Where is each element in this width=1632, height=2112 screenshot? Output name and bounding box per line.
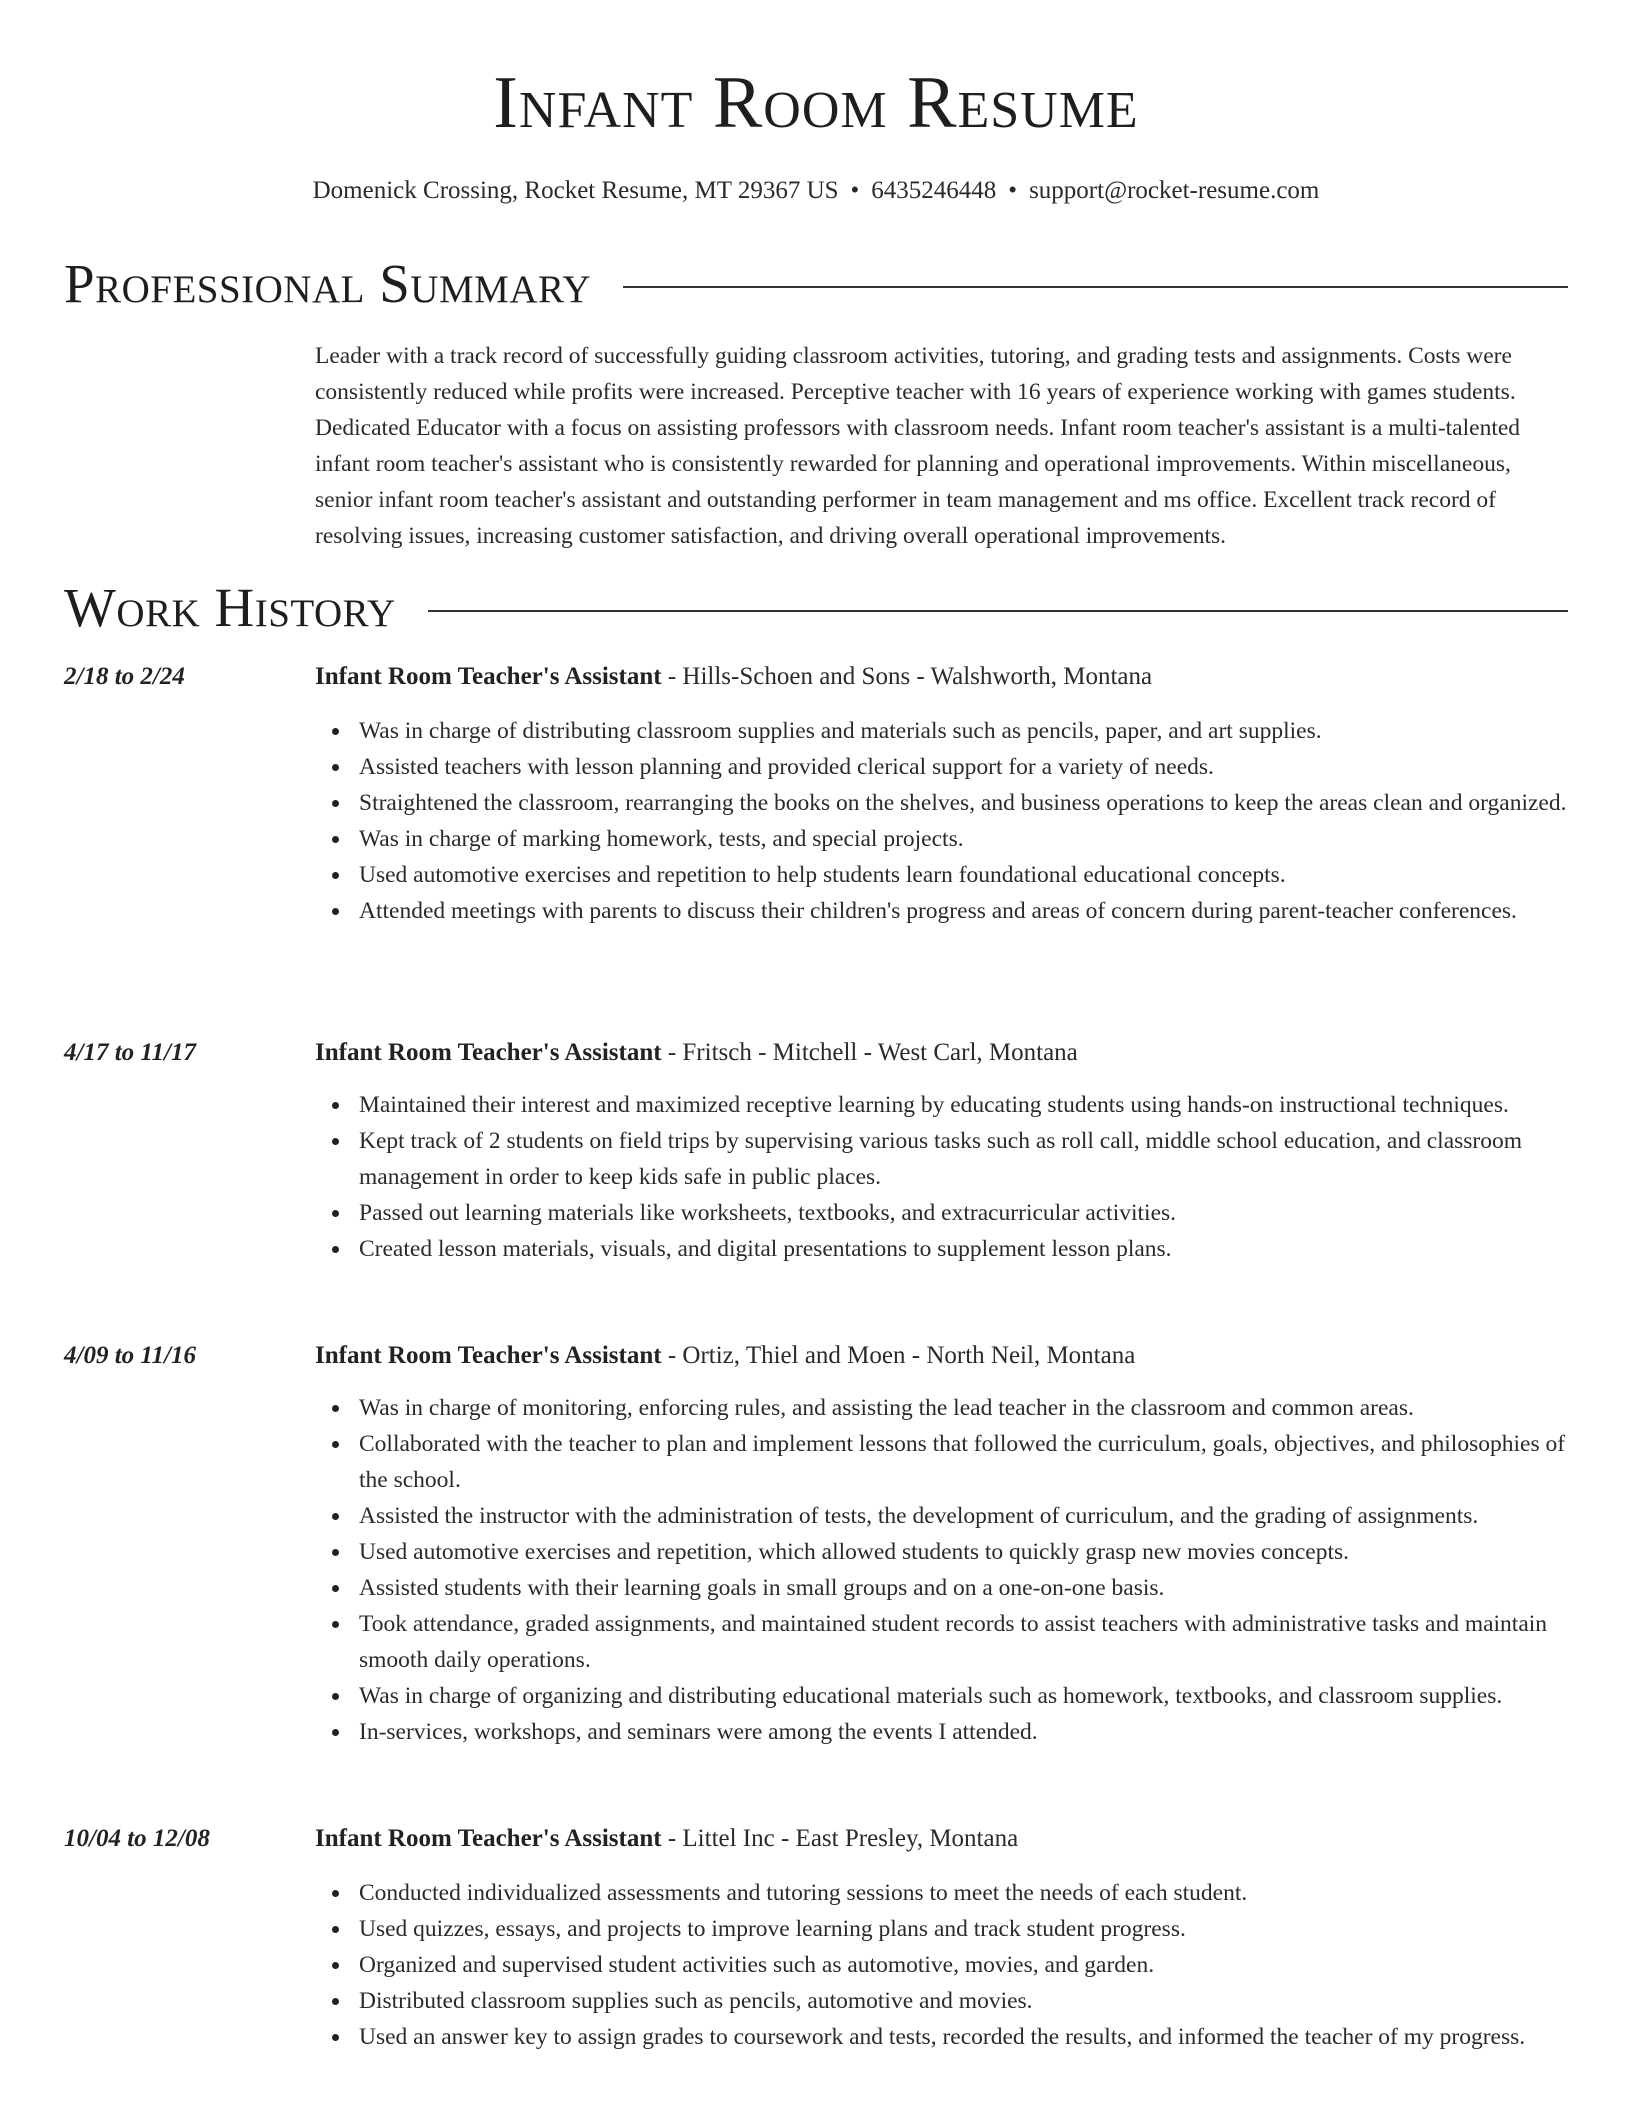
summary-section-header bbox=[64, 252, 1568, 316]
job-bullet: Passed out learning materials like worksheets, textbooks, and extracurricular activities. bbox=[359, 1195, 1567, 1231]
job-role: Infant Room Teacher's Assistant bbox=[315, 1342, 662, 1369]
job-bullet: Attended meetings with parents to discuss their children's progress and areas of concern during parent-teacher conferences. bbox=[359, 893, 1567, 929]
job-employer-location: - Hills-Schoen and Sons - Walshworth, Montana bbox=[661, 663, 1153, 690]
job-bullet: Assisted teachers with lesson planning and provided clerical support for a variety of needs. bbox=[359, 749, 1567, 785]
contact-line bbox=[0, 174, 1632, 208]
contact-separator: • bbox=[850, 177, 860, 204]
job-title-line bbox=[315, 659, 1152, 695]
job-bullet: Maintained their interest and maximized receptive learning by educating students using hands-on instructional techniques. bbox=[359, 1087, 1567, 1123]
job-bullet: Was in charge of organizing and distributing educational materials such as homework, textbooks, and classroom supplies. bbox=[359, 1678, 1567, 1714]
work-history-heading: Work History bbox=[64, 577, 396, 638]
job-dates: 4/17 to 11/17 bbox=[64, 1039, 196, 1066]
job-bullet: Was in charge of distributing classroom supplies and materials such as pencils, paper, and art supplies. bbox=[359, 713, 1567, 749]
job-bullet: Used automotive exercises and repetition to help students learn foundational educational concepts. bbox=[359, 857, 1567, 893]
job-bullet: Was in charge of monitoring, enforcing rules, and assisting the lead teacher in the classroom and common areas. bbox=[359, 1390, 1567, 1426]
job-title-line bbox=[315, 1821, 1018, 1857]
job-bullet: Assisted the instructor with the administration of tests, the development of curriculum, and the grading of assignments. bbox=[359, 1498, 1567, 1534]
job-bullet: In-services, workshops, and seminars were among the events I attended. bbox=[359, 1714, 1567, 1750]
job-dates: 4/09 to 11/16 bbox=[64, 1342, 196, 1369]
contact-email: support@rocket-resume.com bbox=[1029, 177, 1320, 204]
job-bullet: Used automotive exercises and repetition, which allowed students to quickly grasp new movies concepts. bbox=[359, 1534, 1567, 1570]
contact-phone: 6435246448 bbox=[871, 177, 997, 204]
job-role: Infant Room Teacher's Assistant bbox=[315, 1825, 662, 1852]
contact-separator: • bbox=[1008, 177, 1018, 204]
section-divider bbox=[623, 286, 1568, 288]
section-divider bbox=[428, 610, 1568, 612]
job-bullet: Conducted individualized assessments and tutoring sessions to meet the needs of each student. bbox=[359, 1875, 1567, 1911]
job-bullet: Straightened the classroom, rearranging the books on the shelves, and business operations to keep the areas clean and organized. bbox=[359, 785, 1567, 821]
job-employer-location: - Fritsch - Mitchell - West Carl, Montana bbox=[661, 1039, 1078, 1066]
job-role: Infant Room Teacher's Assistant bbox=[315, 663, 662, 690]
job-dates: 10/04 to 12/08 bbox=[64, 1825, 210, 1852]
job-bullet: Was in charge of marking homework, tests, and special projects. bbox=[359, 821, 1567, 857]
job-dates: 2/18 to 2/24 bbox=[64, 663, 185, 690]
job-employer-location: - Littel Inc - East Presley, Montana bbox=[661, 1825, 1019, 1852]
job-bullet: Used quizzes, essays, and projects to improve learning plans and track student progress. bbox=[359, 1911, 1567, 1947]
job-bullet: Organized and supervised student activities such as automotive, movies, and garden. bbox=[359, 1947, 1567, 1983]
resume-title: Infant Room Resume bbox=[493, 62, 1139, 144]
job-bullet: Distributed classroom supplies such as pencils, automotive and movies. bbox=[359, 1983, 1567, 2019]
summary-text: Leader with a track record of successfully guiding classroom activities, tutoring, and grading tests and assignments. Costs were consistently reduced while profits were increased. Perceptive teacher with 16 years of experience working with games students. Dedicated Educator with a focus on assisting professors with classroom needs. Infant room teacher's assistant is a multi-talented infant room teacher's assistant who is consistently rewarded for planning and operational improvements. Within miscellaneous, senior infant room teacher's assistant and outstanding performer in team management and ms office. Excellent track record of resolving issues, increasing customer satisfaction, and driving overall operational improvements. bbox=[315, 343, 1521, 549]
summary-heading: Professional Summary bbox=[64, 253, 592, 314]
work-history-section-header bbox=[64, 576, 1568, 640]
job-role: Infant Room Teacher's Assistant bbox=[315, 1039, 662, 1066]
job-bullet-list bbox=[315, 713, 1567, 929]
job-bullet: Used an answer key to assign grades to coursework and tests, recorded the results, and informed the teacher of my progress. bbox=[359, 2019, 1567, 2055]
job-bullet: Took attendance, graded assignments, and maintained student records to assist teachers with administrative tasks and maintain smooth daily operations. bbox=[359, 1606, 1567, 1678]
job-bullet: Created lesson materials, visuals, and digital presentations to supplement lesson plans. bbox=[359, 1231, 1567, 1267]
job-title-line bbox=[315, 1338, 1135, 1374]
job-bullet-list bbox=[315, 1390, 1567, 1750]
job-bullet: Collaborated with the teacher to plan and implement lessons that followed the curriculum, goals, objectives, and philosophies of the school. bbox=[359, 1426, 1567, 1498]
job-title-line bbox=[315, 1035, 1078, 1071]
job-bullet: Assisted students with their learning goals in small groups and on a one-on-one basis. bbox=[359, 1570, 1567, 1606]
job-employer-location: - Ortiz, Thiel and Moen - North Neil, Montana bbox=[661, 1342, 1136, 1369]
job-bullet: Kept track of 2 students on field trips by supervising various tasks such as roll call, middle school education, and classroom management in order to keep kids safe in public places. bbox=[359, 1123, 1567, 1195]
job-bullet-list bbox=[315, 1087, 1567, 1267]
contact-address: Domenick Crossing, Rocket Resume, MT 29367 US bbox=[312, 177, 839, 204]
job-bullet-list bbox=[315, 1875, 1567, 2055]
